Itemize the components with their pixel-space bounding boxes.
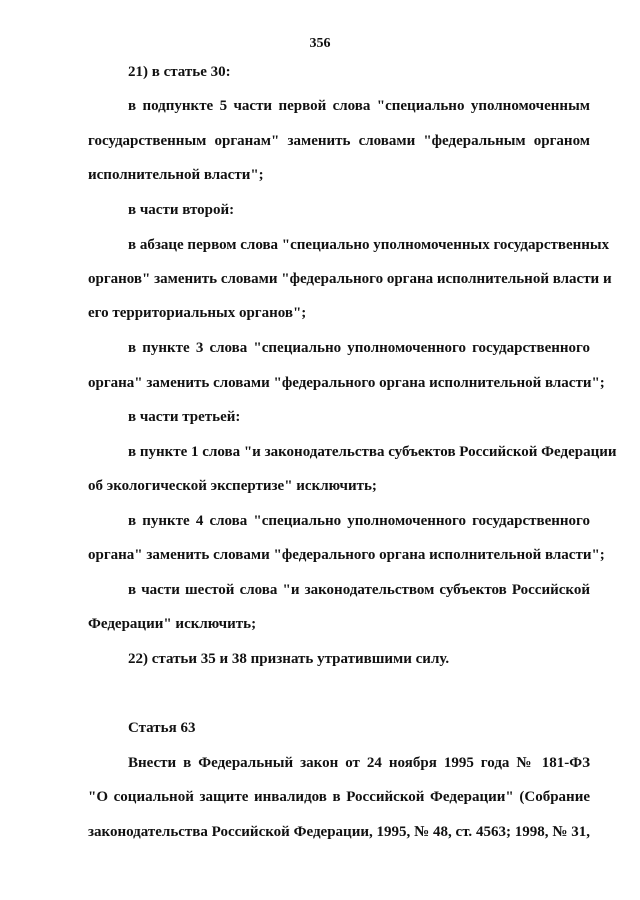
text-line: в части второй: bbox=[128, 202, 235, 218]
text-line: в пункте 4 слова "специально уполномоченного государственного bbox=[128, 513, 590, 529]
text-line: государственным органам" заменить словами "федеральным органом bbox=[88, 133, 590, 149]
text-line: исполнительной власти"; bbox=[88, 167, 264, 183]
text-line: 21) в статье 30: bbox=[128, 64, 231, 80]
text-line: в части третьей: bbox=[128, 409, 241, 425]
text-line: в пункте 3 слова "специально уполномоченного государственного bbox=[128, 340, 590, 356]
text-line: органов" заменить словами "федерального органа исполнительной власти и bbox=[88, 271, 612, 287]
text-line: законодательства Российской Федерации, 1995, № 48, ст. 4563; 1998, № 31, bbox=[88, 824, 590, 840]
page-number: 356 bbox=[309, 36, 331, 51]
text-line: в части шестой слова "и законодательством субъектов Российской bbox=[128, 582, 590, 598]
text-line: органа" заменить словами "федерального органа исполнительной власти"; bbox=[88, 547, 605, 563]
text-line: 22) статьи 35 и 38 признать утратившими силу. bbox=[128, 651, 450, 667]
text-line: Федерации" исключить; bbox=[88, 616, 257, 632]
text-line: "О социальной защите инвалидов в Российской Федерации" (Собрание bbox=[88, 789, 590, 805]
text-line: его территориальных органов"; bbox=[88, 305, 307, 321]
text-line: органа" заменить словами "федерального органа исполнительной власти"; bbox=[88, 375, 605, 391]
text-line: в абзаце первом слова "специально уполномоченных государственных bbox=[128, 237, 610, 253]
text-line: Внести в Федеральный закон от 24 ноября 1995 года № 181-ФЗ bbox=[128, 755, 590, 771]
text-line: в пункте 1 слова "и законодательства субъектов Российской Федерации bbox=[128, 444, 617, 460]
text-line: об экологической экспертизе" исключить; bbox=[88, 478, 377, 494]
text-line: в подпункте 5 части первой слова "специально уполномоченным bbox=[128, 98, 590, 114]
article-heading: Статья 63 bbox=[128, 720, 196, 736]
